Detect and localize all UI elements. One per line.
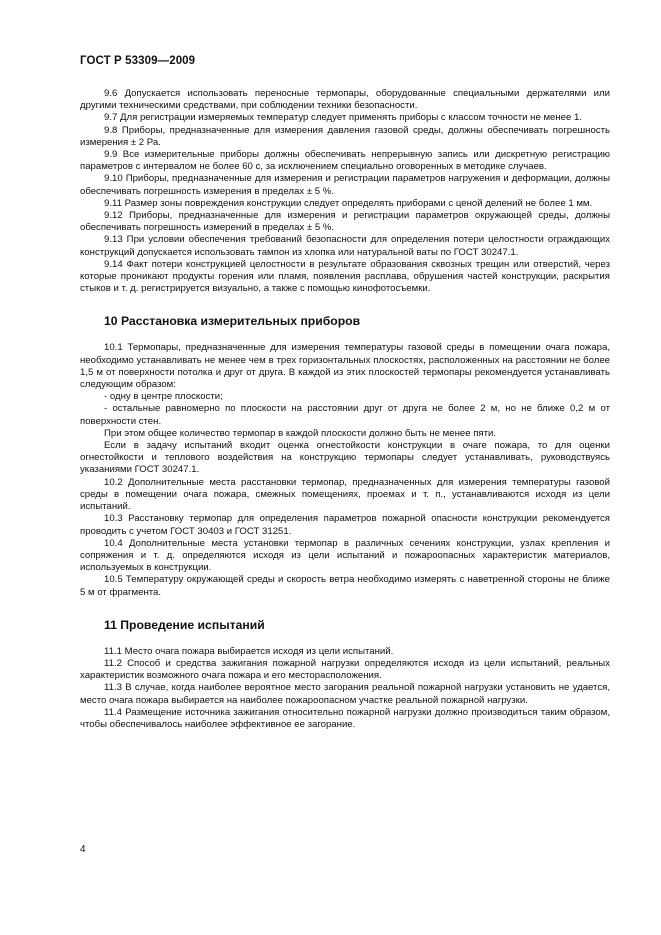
list-item: - одну в центре плоскости; — [104, 391, 223, 403]
document-header: ГОСТ Р 53309—2009 — [80, 55, 196, 67]
paragraph-10-1-note: При этом общее количество термопар в каждой плоскости должно быть не менее пяти. — [104, 427, 497, 439]
section-10-title: 10 Расстановка измерительных приборов — [104, 314, 361, 329]
paragraph-10-2: 10.2 Дополнительные места расстановки термопар, предназначенных для измерения температуры газовой среды в помещении очага пожара, смежных помещениях, проемах и т. п., устанавливаются исходя из цели испытаний. — [80, 476, 610, 513]
paragraph-9-7: 9.7 Для регистрации измеряемых температур следует применять приборы с классом точности не менее 1. — [104, 112, 583, 124]
paragraph-11-3: 11.3 В случае, когда наиболее вероятное место загорания реальной пожарной нагрузки установить не удается, место очага пожара выбирается на наиболее пожароопасном участке реальной пожарной нагрузки. — [80, 682, 610, 706]
list-item: - остальные равномерно по плоскости на расстоянии друг от друга не более 2 м, но не ближе 0,2 м от поверхности стен. — [80, 403, 610, 427]
paragraph-9-11: 9.11 Размер зоны повреждения конструкции следует определять приборами с ценой делений не более 1 мм. — [104, 197, 593, 209]
page-number: 4 — [80, 844, 86, 855]
paragraph-9-6: 9.6 Допускается использовать переносные термопары, оборудованные специальными держателями или другими техническими средствами, при соблюдении техники безопасности. — [80, 88, 610, 112]
paragraph-11-2: 11.2 Способ и средства зажигания пожарной нагрузки определяются исходя из цели испытаний, реальных характеристик возможного очага пожара и его месторасположения. — [80, 657, 610, 682]
paragraph-10-1-extra: Если в задачу испытаний входит оценка огнестойкости конструкции в очаге пожара, то для оценки огнестойкости и теплового воздействия на конструкцию термопары следует устанавливать, руководствуясь указаниями ГОСТ 30247.1. — [80, 440, 610, 476]
paragraph-9-8: 9.8 Приборы, предназначенные для измерения давления газовой среды, должны обеспечивать погрешность измерения ± 2 Ра. — [80, 124, 610, 148]
paragraph-11-4: 11.4 Размещение источника зажигания относительно пожарной нагрузки должно производиться таким образом, чтобы обеспечивалось наиболее эффективное ее загорание. — [80, 706, 610, 730]
paragraph-9-13: 9.13 При условии обеспечения требований безопасности для определения потери целостности ограждающих конструкций допускается использовать тампон из хлопка или натуральной ваты по ГОСТ 30247.1. — [80, 234, 610, 258]
paragraph-9-9: 9.9 Все измерительные приборы должны обеспечивать непрерывную запись или дискретную регистрацию параметров с интервалом не более 60 с, за исключением специально оговоренных в методике случаев. — [80, 149, 610, 173]
paragraph-10-3: 10.3 Расстановку термопар для определения параметров пожарной опасности конструкции рекомендуется проводить с учетом ГОСТ 30403 и ГОСТ 31251. — [80, 513, 610, 537]
paragraph-9-14: 9.14 Факт потери конструкцией целостности в результате образования сквозных трещин или отверстий, через которые проникают продукты горения или пламя, появления расплава, обрушения частей конструкции, раскрытия стыков и т. д. регистрируется визуально, а также с помощью кинофотосъемки. — [80, 258, 610, 295]
paragraph-10-4: 10.4 Дополнительные места установки термопар в различных сечениях конструкции, узлах крепления и сопряжения и т. д. определяются исходя из цели испытаний и пожароопасных характеристик материалов, используемых в конструкции. — [80, 537, 610, 574]
paragraph-10-1: 10.1 Термопары, предназначенные для измерения температуры газовой среды в помещении очага пожара, необходимо устанавливать не менее чем в трех горизонтальных плоскостях, расположенных на расстоянии не более 1,5 м от поверхности потолка и друг от друга. В каждой из этих плоскостей термопары рекомендуется устанавливать следующим образом: — [80, 342, 610, 391]
paragraph-9-12: 9.12 Приборы, предназначенные для измерения и регистрации параметров окружающей среды, должны обеспечивать погрешность измерений в пределах ± 5 %. — [80, 210, 610, 234]
paragraph-10-5: 10.5 Температуру окружающей среды и скорость ветра необходимо измерять с наветренной стороны не ближе 5 м от фрагмента. — [80, 574, 610, 598]
section-11-title: 11 Проведение испытаний — [104, 617, 265, 632]
paragraph-9-10: 9.10 Приборы, предназначенные для измерения и регистрации параметров нагружения и деформации, должны обеспечивать погрешность измерения в пределах ± 5 %. — [80, 173, 610, 197]
document-body — [80, 88, 610, 731]
paragraph-11-1: 11.1 Место очага пожара выбирается исходя из цели испытаний. — [104, 645, 394, 657]
